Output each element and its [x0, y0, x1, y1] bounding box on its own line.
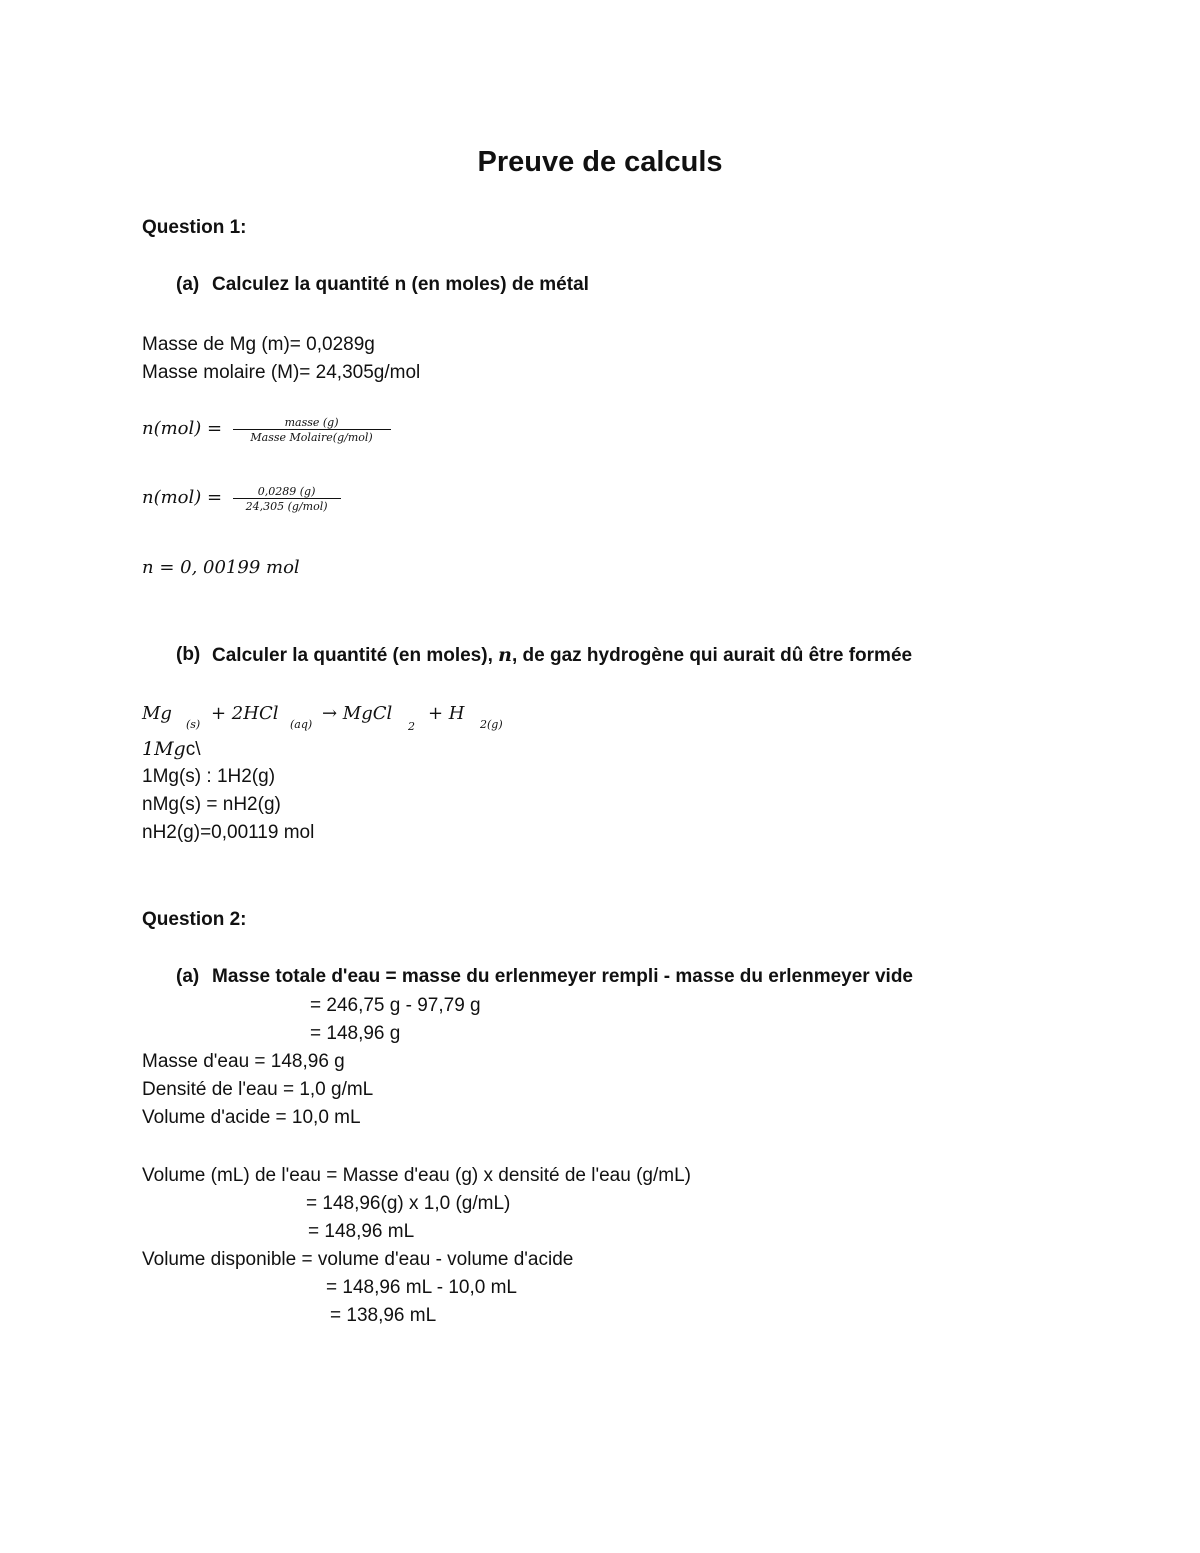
volume-disponible-line: Volume disponible = volume d'eau - volume d'acide	[142, 1249, 574, 1270]
q1-b-text-n: n	[498, 644, 512, 666]
reaction-mgcl: → MgCl	[322, 703, 393, 724]
q1-a-text: Calculez la quantité n (en moles) de métal	[212, 274, 589, 295]
volume-disponible-calc-2: = 138,96 mL	[330, 1305, 437, 1326]
volume-eau-line: Volume (mL) de l'eau = Masse d'eau (g) x densité de l'eau (g/mL)	[142, 1165, 691, 1186]
densite-line: Densité de l'eau = 1,0 g/mL	[142, 1079, 374, 1100]
eq1-denominator: Masse Molaire(g/mol)	[233, 429, 391, 444]
reaction-hcl-sub: (aq)	[290, 718, 313, 731]
line-1mgc-rest: c\	[185, 739, 201, 760]
reaction-hcl: + 2HCl	[211, 703, 279, 724]
equation-2	[142, 485, 341, 513]
q2-a-label: (a)	[176, 966, 200, 987]
q2-calc-line-1: = 246,75 g - 97,79 g	[310, 995, 481, 1016]
reaction-mg-sub: (s)	[186, 718, 201, 731]
q2-calc-line-2: = 148,96 g	[310, 1023, 401, 1044]
line-1mgc	[142, 738, 201, 761]
eq1-lhs: n(mol) =	[142, 418, 223, 440]
ratio-line: 1Mg(s) : 1H2(g)	[142, 766, 276, 787]
eq2-lhs: n(mol) =	[142, 487, 223, 509]
eq2-fraction	[233, 485, 341, 513]
line-1mgc-num: 1	[142, 738, 155, 760]
masse-eau-line: Masse d'eau = 148,96 g	[142, 1051, 345, 1072]
eq1-fraction	[233, 416, 391, 444]
equation-1	[142, 416, 391, 444]
equation-3-result: n = 0, 00199 mol	[142, 557, 300, 578]
reaction-mgcl-sub: 2	[408, 720, 415, 733]
q1-b-text	[212, 644, 912, 667]
eq2-denominator: 24,305 (g/mol)	[233, 498, 341, 513]
volume-disponible-calc-1: = 148,96 mL - 10,0 mL	[326, 1277, 517, 1298]
reaction-h2-sub: 2(g)	[480, 718, 503, 731]
volume-eau-calc-1: = 148,96(g) x 1,0 (g/mL)	[306, 1193, 511, 1214]
eq2-numerator: 0,0289 (g)	[257, 485, 316, 498]
volume-acide-line: Volume d'acide = 10,0 mL	[142, 1107, 361, 1128]
question-2-heading: Question 2:	[142, 909, 247, 930]
result-line: nH2(g)=0,00119 mol	[142, 822, 315, 843]
masse-mg-line: Masse de Mg (m)= 0,0289g	[142, 334, 375, 355]
reaction-mg: Mg	[142, 703, 172, 724]
q1-b-text-part1: Calculer la quantité (en moles),	[212, 645, 499, 666]
line-1mgc-mg: Mg	[154, 738, 186, 760]
eq1-numerator: masse (g)	[284, 416, 339, 429]
equality-line: nMg(s) = nH2(g)	[142, 794, 281, 815]
q2-a-text: Masse totale d'eau = masse du erlenmeyer rempli - masse du erlenmeyer vide	[212, 966, 913, 987]
q1-a-label: (a)	[176, 274, 200, 295]
question-1-heading: Question 1:	[142, 217, 247, 238]
masse-molaire-line: Masse molaire (M)= 24,305g/mol	[142, 362, 421, 383]
page-title: Preuve de calculs	[477, 146, 723, 178]
volume-eau-calc-2: = 148,96 mL	[308, 1221, 415, 1242]
q1-b-label: (b)	[176, 644, 201, 665]
reaction-h2: + H	[428, 703, 465, 724]
q1-b-text-part2: , de gaz hydrogène qui aurait dû être formée	[511, 645, 913, 666]
